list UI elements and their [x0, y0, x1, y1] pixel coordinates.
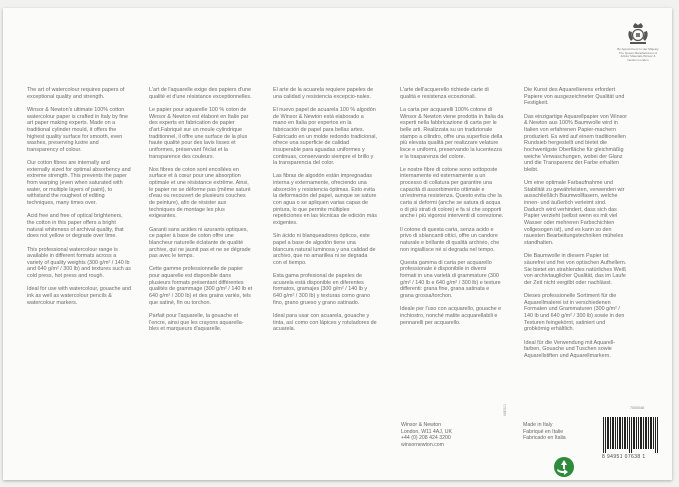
address-line: Winsor & Newton: [401, 422, 442, 428]
paragraph: Our cotton fibres are internally and externally sized for optimal absorbency and extreme strength. This prevents the paper from warping (even when saturated with water, or multiple layers of paint), to withstand the roughest of editing techniques, many times over.: [27, 160, 131, 207]
paragraph: Cette gamme professionnelle de papier pour aquarelle est disponible dans plusieurs formats présentant différentes qualités de grammage (300 g/m² / 140 lb et 640 g/m² / 300 lb) et des grains variés, tels que satiné, fin ou torchon.: [149, 266, 253, 306]
address-line: London, W11 4AJ, UK: [401, 428, 452, 435]
origin-line: Fabricado en Italia: [523, 435, 566, 442]
french-text-column: [149, 87, 253, 340]
spanish-text-column: [273, 87, 377, 340]
royal-warrant-crest: [617, 22, 659, 62]
origin-line: Made in Italy: [523, 422, 553, 428]
crest-icon: [625, 22, 651, 46]
paragraph: Esta gama profesional de papeles de acuarela está disponible en diferentes formatos, gramajes (300 g/m² / 140 lb y 640 g/m² / 300 lb) y texturas como grano fino, grano grueso y grano satinado.: [273, 273, 371, 306]
paragraph: Las fibras de algodón están impregnadas interna y externamente, ofreciendo una absorción y resistencia óptimas. Esto evita la deformación del papel, aunque se sature con agua o se apliquen varias capas de pintura, lo que permite múltiples repeticiones en las técnicas de edición más exigentes.: [273, 173, 377, 226]
paragraph: El arte de la acuarela requiere papeles de una calidad y resistencia excepcio-nales.: [273, 87, 374, 100]
paragraph: Um eine optimale Farbaufnahme und Stabilität zu gewährleisten, verwenden wir ausschließlich Baumwollfasern, welche innen- und äußerlich verleimt sind. Dadurch wird verhindert, dass sich das Papier verzieht (selbst wenn es mit viel Wasser oder mehreren Farbschichten vollgesogen ist), und es kann so den rauesten Bearbeitungstechniken müheles standhalten.: [524, 180, 625, 246]
paragraph: Parfait pour l'aquarelle, la gouache et l'encre, ainsi que les crayons aquarella-bles et marqueurs d'aquarelle.: [149, 313, 244, 333]
paragraph: Le papier pour aquarelle 100 % coton de Winsor & Newton est élaboré en Italie par des experts en fabrication de papier d'art.Fabriqué sur un moule cylindrique traditionnel, il offre une surface de la plus haute qualité pour des lavis lisses et uniformes, préservant l'éclat et la transparence des couleurs.: [149, 106, 249, 160]
paragraph: El nuevo papel de acuarela 100 % algodón de Winsor & Newton está elaborado a mano en Italia por expertos en la fabricación de papel para bellas artes. Fabricado en un molde redondo tradicional, ofrece una superficie de calidad insuperable para aguadas uniformes y continuas, conservando siempre el brillo y la transparencia del color.: [273, 106, 377, 167]
paragraph: Acid free and free of optical brighteners, the cotton in this paper offers a bright natural whiteness of archival quality, that does not yellow or degrade over time.: [27, 213, 124, 240]
address-line: +44 (0) 208 424 3200: [401, 435, 451, 442]
italian-text-column: [400, 87, 504, 333]
barcode-icon: [602, 417, 662, 453]
paragraph: L'arte dell'acquerello richiede carte di qualità e resistenza eccezionali.: [400, 87, 489, 100]
paragraph: Die Baumwolle in diesem Papier ist säurefrei und frei von optischen Aufhellern. Sie bietet ein strahlendes natürliches Weiß von archivtauglicher Qualität, das im Laufe der Zeit nicht vergilbt oder nachlässt.: [524, 253, 627, 286]
website-text: winsornewton.com: [401, 441, 444, 448]
paragraph: Sin ácido ni blanqueadores ópticos, este papel a base de algodón tiene una blancura natural luminosa y una calidad de archivo, que no amarillea ni se degrada con el tiempo.: [273, 233, 376, 266]
paragraph: Winsor & Newton's ultimate 100% cotton watercolour paper is crafted in Italy by fine art paper making experts. Made on a traditional cylinder mould, it offers the highest quality surface for smooth, even washes, preserving lustre and transparency of colour.: [27, 106, 128, 153]
recycle-icon: [553, 456, 575, 478]
paragraph: Nos fibres de coton sont encollées en surface et à cœur pour une absorption optimale et une résistance extrême. Ainsi, le papier ne se déforme pas (même saturé d'eau ou recouvert de plusieurs couches de peinture), afin de résister aux techniques de montage les plus exigeantes.: [149, 166, 251, 220]
paragraph: The art of watercolour requires papers of exceptional quality and strength.: [27, 87, 125, 100]
paragraph: Ideal für die Verwendung mit Aquarell-farben, Gouache und Tuschen sowie Aquarellstiften und Aquarellmarkern.: [524, 339, 616, 359]
paragraph: L'art de l'aquarelle exige des papiers d'une qualité et d'une résistance exceptionnelles.: [149, 87, 252, 100]
origin-line: Fabriqué en Italie: [523, 428, 564, 435]
paragraph: Die Kunst des Aquarellierens erfordert Papiere von ausgezeichneter Qualität und Festigkeit.: [524, 87, 625, 107]
english-text-column: [27, 87, 131, 313]
paragraph: Il cotone di questa carta, senza acido e privo di sbiancanti ottici, offre un candore naturale e brillante di qualità archivio, che non ingiallisce né si degrada nel tempo.: [400, 226, 500, 253]
paragraph: Le nostre fibre di cotone sono sottoposte internamente ed esternamente a un processo di collatura per garantire una capacità di assorbimento ottimale e un'estrema resistenza. Questo evita che la carta si deformi (anche se satura di acqua o di più strati di colore) e fa sì che sopporti anche i più vigorosi interventi di correzione.: [400, 166, 504, 220]
barcode: [602, 417, 662, 460]
paragraph: Garanti sans acides ni azurants optiques, ce papier à base de coton offre une blancheur naturelle éclatante de qualité archive, qui ne jaunit pas et ne se dégrade pas avec le temps.: [149, 226, 251, 260]
paragraph: Questa gamma di carta per acquarello professionale è disponibile in diversi formati in una varietà di grammature (300 g/m² / 140 lb e 640 g/m² / 300 lb) e texture differenti: grana fine, grana satinata e grana grossa/torchon.: [400, 259, 501, 300]
paragraph: This professional watercolour range is available in different formats across a variety of quality weights (300 g/m² / 140 lb and 640 g/m² / 300 lb) and textures such as cold press, hot press and rough.: [27, 246, 131, 280]
paragraph: Das einzigartige Aquarellpapier von Winsor & Newton aus 100% Baumwolle wird in Italien von erfahrenen Papier-machern produziert. Es wird auf einem traditionellen Rundsieb hergestellt und bietet die hochwertigste Oberfläche für gleichmäßig weiche Verwaschungen, wobei der Glanz und die Transparenz der Farbe erhalten bleibt.: [524, 113, 628, 173]
royal-warrant-text: By Appointment to Her Majesty The Queen Manufacturers of Artists' Materials Winsor & Newton London: [617, 47, 659, 62]
company-address: [401, 422, 452, 448]
vertical-code: 68ES01: [503, 403, 507, 416]
country-of-origin: [523, 422, 566, 442]
paragraph: La carta per acquarelli 100% cotone di Winsor & Newton viene prodotta in Italia da esperti nella fabbricazione di carta per le belle arti. Realizzata su un tradizionale stampo a cilindro, offre una superficie della più elevata qualità per realizzare velature lisce e uniformi, preservando la lucentezza e la trasparenza del colore.: [400, 106, 504, 160]
german-text-column: [524, 87, 628, 366]
paper-sheet: [3, 8, 672, 480]
paragraph: Ideal para usar con acuarela, gouache y tinta, así como con lápices y rotuladores de acuarela.: [273, 313, 377, 333]
paragraph: Ideal for use with watercolour, gouache and ink as well as watercolour pencils & watercolour markers.: [27, 286, 131, 306]
paragraph: Ideale per l'uso con acquarello, gouache e inchiostro, nonché matite acquarellabili e pennarelli per acquarello.: [400, 306, 502, 326]
product-code: 7000048: [630, 406, 644, 410]
paragraph: Dieses professionelle Sortiment für die Aquarellmalerei ist in verschiedenen Formaten und Grammaturen (300 g/m² / 140 lb und 640 g/m² / 300 lb) sowie in den Texturen feingekörnt, satiniert und grobkörnig erhältlich.: [524, 293, 625, 333]
barcode-number: 8 94951 07638 1: [602, 454, 646, 460]
